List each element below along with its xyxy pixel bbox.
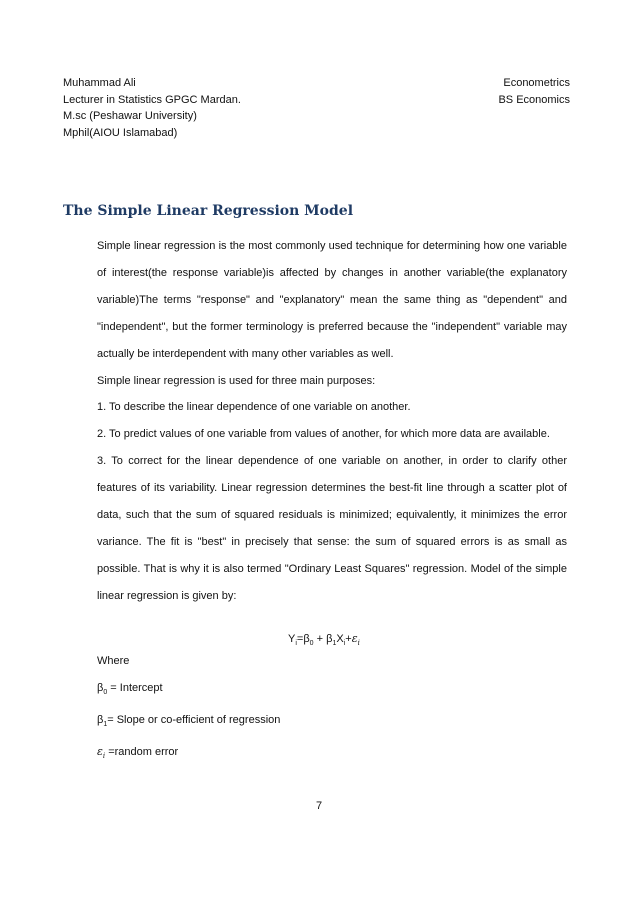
purpose-item-3: 3. To correct for the linear dependence of one variable on another, in order to clarify other features of its variability. Linear regression determines the best-fit line through a scatter plot of data, such that the sum of squared residuals is minimized; equivalently, it minimizes the error variance. The fit is "best" in precisely that sense: the sum of squared errors is as small as possible. That is why it is also termed "Ordinary Least Squares" regression. Model of the simple linear regression is given by:	[97, 455, 567, 602]
course-subject: Econometrics	[503, 77, 570, 89]
purpose-item-1: 1. To describe the linear dependence of one variable on another.	[97, 401, 411, 414]
where-label: Where	[97, 655, 130, 667]
definition-intercept: $\beta_0$ = Intercept	[97, 681, 163, 697]
section-title: The Simple Linear Regression Model	[63, 203, 354, 219]
course-header	[498, 75, 570, 108]
purpose-item-2: 2. To predict values of one variable from values of another, for which more data are available.	[97, 428, 550, 441]
author-position: Lecturer in Statistics GPGC Mardan.	[63, 93, 241, 106]
definition-random-error: $\varepsilon_i$ =random error	[97, 745, 179, 761]
author-degree-mphil: Mphil(AIOU Islamabad)	[63, 126, 178, 139]
definitions	[97, 648, 280, 770]
page-number: 7	[315, 800, 323, 812]
author-name: Muhammad Ali	[63, 77, 136, 89]
course-program: BS Economics	[498, 93, 570, 106]
regression-formula: $Y_i=\beta_0 + \beta_1X_i+\varepsilon_i$	[288, 632, 360, 648]
author-degree-msc: M.sc (Peshawar University)	[63, 110, 197, 122]
paragraph-purposes: Simple linear regression is used for three main purposes:	[97, 374, 376, 387]
author-header	[63, 75, 241, 141]
paragraph-intro: Simple linear regression is the most commonly used technique for determining how one variable of interest(the response variable)is affected by changes in another variable(the explanatory variable)The terms "response" and "explanatory" mean the same thing as "dependent" and "independent", but the former terminology is preferred because the "independent" variable may actually be interdependent with many other variables as well.	[97, 240, 567, 360]
body-text	[97, 233, 567, 610]
definition-slope: $\beta_1=$ Slope or co-efficient of regression	[97, 714, 281, 729]
